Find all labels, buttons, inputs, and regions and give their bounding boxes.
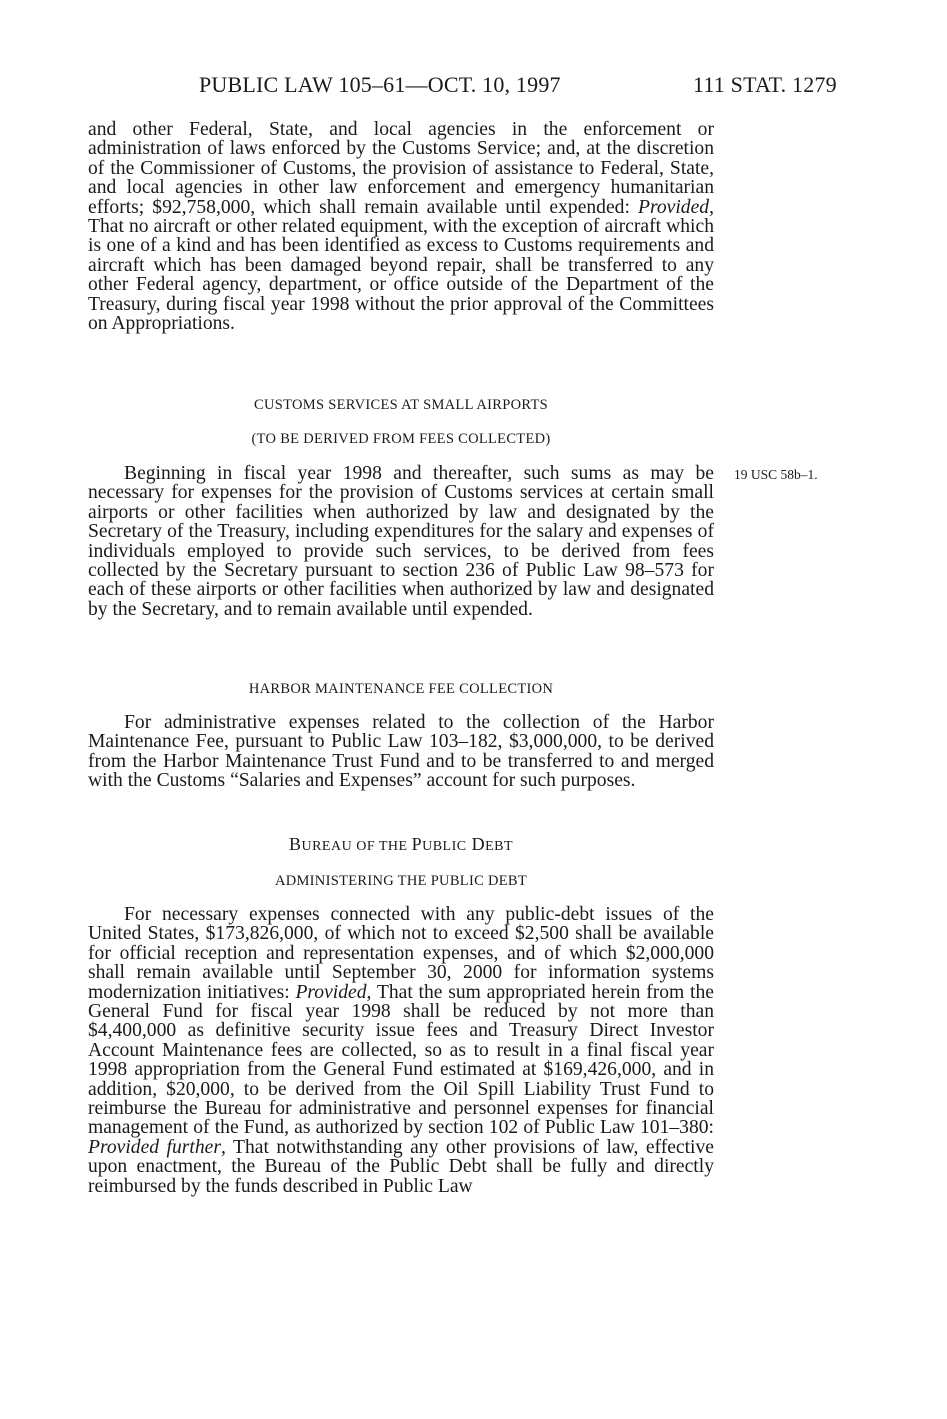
provided-emphasis: Provided — [637, 196, 710, 218]
paragraph-text: For administrative expenses related to the collection of the Harbor Maintenance Fee, pursuant to Public Law 103–182, $3,000,000, to be derived from the Harbor Maintenance Trust Fund and to be transferred to and merged with the Customs “Salaries and Expenses” account for such purposes. — [88, 712, 714, 792]
section-heading-small-airports: CUSTOMS SERVICES AT SMALL AIRPORTS — [254, 397, 548, 413]
paragraph-text: , That the sum appropriated herein from the General Fund for fiscal year 1998 shall be reduced by not more than $4,400,000 as definitive security issue fees and Treasury Direct Investor Account Maintenance fees are collected, so as to result in a final fiscal year 1998 appropriation from the General Fund estimated at $169,426,000, and in addition, $20,000, to be derived from the Oil Spill Liability Trust Fund to reimburse the Bureau for administrative and personnel expenses for financial management of the Fund, as authorized by section 102 of Public Law 101–380: — [88, 981, 714, 1139]
running-head — [0, 72, 947, 102]
section-heading-administering-debt: ADMINISTERING THE PUBLIC DEBT — [274, 873, 528, 889]
statute-page-number: 111 STAT. 1279 — [693, 72, 837, 97]
section-heading-harbor-fee: HARBOR MAINTENANCE FEE COLLECTION — [248, 681, 554, 697]
paragraph-small-airports — [88, 464, 714, 619]
provided-further-emphasis: Provided further — [88, 1136, 221, 1158]
paragraph-text: and other Federal, State, and local agencies in the enforcement or administration of laws enforced by the Customs Service; and, at the discretion of the Commissioner of Customs, the provision of assistance to Federal, State, and local agencies in other law enforcement and emergency humanitarian efforts; $92,758,000, which shall remain available until expended: — [88, 119, 714, 218]
paragraph-text: For necessary expenses connected with any public-debt issues of the United States, $173,826,000, of which not to exceed $2,500 shall be available for official reception and representation expenses, and of which $2,000,000 shall remain available until September 30, 2000 for information systems modernization initiatives: — [88, 904, 714, 1003]
margin-citation: 19 USC 58b–1. — [734, 467, 818, 482]
section-subheading-fees: (TO BE DERIVED FROM FEES COLLECTED) — [251, 431, 551, 447]
paragraph-customs-continuation — [88, 120, 714, 333]
paragraph-text: Beginning in fiscal year 1998 and thereafter, such sums as may be necessary for expenses for the provision of Customs services at certain small airports or other facilities when authorized by law and designated by the Secretary of the Treasury, including expenditures for the salary and expenses of individuals employed to provide such services, to be derived from fees collected by the Secretary pursuant to section 236 of Public Law 98–573 for each of these airports or other facilities when authorized by law and designated by the Secretary, and to remain available until expended. — [88, 463, 714, 620]
paragraph-public-debt — [88, 905, 714, 1196]
paragraph-text: , That notwithstanding any other provisions of law, effective upon enactment, the Bureau of the Public Debt shall be fully and directly reimbursed by the funds described in Public Law — [88, 1136, 714, 1197]
page-title: PUBLIC LAW 105–61—OCT. 10, 1997 — [199, 72, 561, 97]
provided-emphasis: Provided — [295, 981, 367, 1003]
paragraph-text: , That no aircraft or other related equipment, with the exception of aircraft which is one of a kind and has been identified as excess to Customs requirements and aircraft which has been damaged beyond repair, shall be transferred to any other Federal agency, department, or office outside of the Department of the Treasury, during fiscal year 1998 without the prior approval of the Committees on Appropriations. — [88, 196, 714, 335]
bureau-heading: BUREAU OF THE PUBLIC DEBT — [288, 834, 514, 854]
paragraph-harbor-fee — [88, 713, 714, 791]
